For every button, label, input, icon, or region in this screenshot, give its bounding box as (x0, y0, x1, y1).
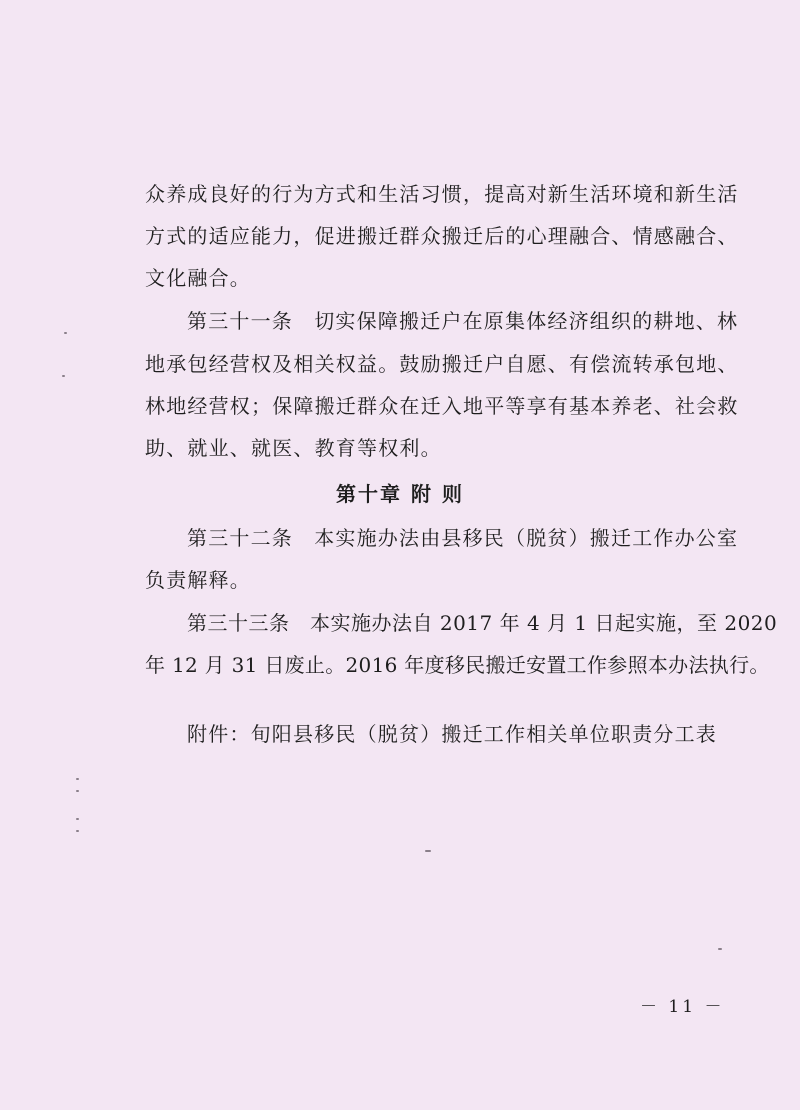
article-32-line-2: 负责解释。 (145, 568, 251, 592)
article-31-line-3: 林地经营权；保障搬迁群众在迁入地平等享有基本养老、社会救 (145, 394, 739, 418)
scan-speck (718, 948, 722, 950)
scan-speck (76, 818, 79, 820)
scan-speck (76, 790, 79, 792)
body-line-1: 众养成良好的行为方式和生活习惯，提高对新生活环境和新生活 (145, 182, 739, 206)
chapter-title: 第十章 附 则 (336, 482, 464, 506)
article-31-line-4: 助、就业、就医、教育等权利。 (145, 436, 442, 460)
page-number: － 11 － (640, 997, 725, 1017)
scan-speck (76, 830, 79, 832)
article-33-line-2: 年 12 月 31 日废止。2016 年度移民搬迁安置工作参照本办法执行。 (145, 653, 770, 677)
article-31-line-1: 第三十一条 切实保障搬迁户在原集体经济组织的耕地、林 (187, 309, 739, 333)
article-33-line-1: 第三十三条 本实施办法自 2017 年 4 月 1 日起实施，至 2020 (187, 611, 778, 635)
article-31-line-2: 地承包经营权及相关权益。鼓励搬迁户自愿、有偿流转承包地、 (145, 352, 739, 376)
body-line-3: 文化融合。 (145, 266, 251, 290)
scan-speck (64, 332, 67, 334)
scan-speck (425, 850, 431, 852)
body-line-2: 方式的适应能力，促进搬迁群众搬迁后的心理融合、情感融合、 (145, 224, 739, 248)
article-32-line-1: 第三十二条 本实施办法由县移民（脱贫）搬迁工作办公室 (187, 526, 739, 550)
attachment-note: 附件：旬阳县移民（脱贫）搬迁工作相关单位职责分工表 (187, 722, 717, 746)
scan-speck (62, 375, 65, 377)
scan-speck (76, 778, 79, 780)
